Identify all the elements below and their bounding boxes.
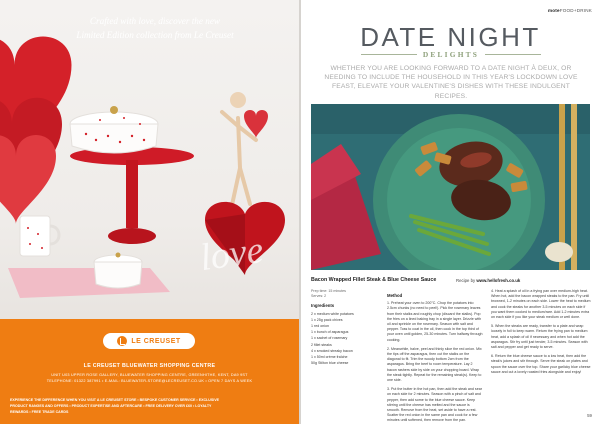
method-heading: Method: [387, 293, 403, 298]
small-pot: [94, 262, 142, 288]
divider: [485, 54, 541, 55]
brand-mark-icon: [117, 336, 127, 346]
subtitle-row: [361, 49, 541, 59]
ingredient-item: 1 x sachet of rosemary: [311, 336, 348, 341]
credit-link[interactable]: www.hellofresh.co.uk: [476, 277, 521, 283]
ingredient-item: 2 fillet steaks: [311, 342, 332, 347]
advert-photo: [0, 0, 299, 319]
method-step: 5. When the steaks are ready, transfer to a plate and wrap loosely in foil to keep warm. Return the frying pan to medium heat, add a splash of oil if necessary and when hot add the asparagus. Stir fry until just tender, 3-5 minutes. Season with salt and pepper and get ready to serve.: [491, 324, 588, 350]
cake-stand-base: [108, 228, 156, 244]
casserole-body: [70, 124, 158, 153]
ingredients-list: [311, 312, 379, 367]
casserole-knob: [110, 106, 118, 114]
method-step: 2. Meanwhile, halve, peel and thinly slice the red onion. Mix the tips off the asparagus, then cut the stalks on the diagonal to fit. Trim the woody bottom 2cm from the asparagus. Bring the beef to room temperature. Lay 2 bacon rashers side by side on your chopping board. Wrap the steak tightly. Repeat for the remaining steak(s). Keep to one side.: [387, 346, 482, 383]
tagline-line: Limited Edition collection from Le Creuset: [76, 30, 234, 40]
method-step: 4. Heat a splash of oil in a frying pan over medium-high heat. When hot, add the bacon wrapped steaks to the pan. Fry until browned, 1-2 minutes on each side. Lower the heat to medium and cook the steaks for another 3-5 minutes on each side if you want them cooked to medium/rare. Add 1-2 minutes extra on each side if you like your steak medium or well done.: [491, 289, 591, 320]
ingredients-heading: Ingredients: [311, 303, 335, 309]
tagline-line: Crafted with love, discover the new: [89, 16, 221, 26]
cake-stand-stem: [126, 160, 138, 228]
page-number: 59: [587, 413, 592, 418]
method-step: 1. Preheat your oven to 200°C. Chop the potatoes into 2.5cm chunks (no need to peel!). Pick the rosemary leaves from their stalks and roughly chop (discard the stalks). Pop the fries on a lined baking tray in a single layer. Drizzle with oil and sprinkle on the rosemary. Season with salt and pepper. Toss to coat in the oil, then cook in the top third of your oven until golden, 25-30 minutes. Turn halfway through cooking.: [387, 301, 483, 342]
credit-prefix: Recipe by: [456, 277, 476, 283]
method-step: 3. Put the butter in the hot pan, then add the steak and sear on each side for 2 minutes. Season with a pinch of salt and pepper, then add some to the blue cheese sauce. Keep stirring until the cheese has melted and the sauce is smooth. Remove from the heat, set aside to have a rest. Scatter the red onion in the same pan and cook for a few minutes until softened, then remove from the pan.: [387, 387, 482, 423]
advert-tagline: [40, 14, 270, 42]
method-step: 6. Return the blue cheese sauce to a low heat, then add the steak's juices and stir through. Serve the steak on plates and spoon the sauce over the top. Share your garlicky blue cheese sauce and cut a lovely roasted fries alongside and enjoy!: [491, 354, 591, 374]
ingredient-item: 4 x smoked streaky bacon: [311, 348, 353, 353]
pink-platter: [8, 268, 170, 298]
store-contact: TELEPHONE: 01322 387991 • E-MAIL: BLUEWATER-STORE@LECREUSET.CO.UK • OPEN 7 DAYS A WEEK: [46, 379, 253, 383]
method-steps: [491, 289, 591, 375]
advert-page: [0, 0, 299, 424]
steak-dish-photo: [311, 104, 590, 270]
ingredient-item: 1 x 25g pack chives: [311, 317, 343, 322]
store-address: UNIT U03 UPPER ROSE GALLERY, BLUEWATER SHOPPING CENTRE, GREENHITHE, KENT, DA9 9ST: [51, 373, 248, 377]
recipe-title: Bacon Wrapped Fillet Steak & Blue Cheese Sauce: [311, 277, 437, 283]
logo-text: LE CREUSET: [131, 337, 181, 345]
mannequin-head: [230, 92, 246, 108]
serves: Serves: 2: [311, 294, 327, 299]
heart-mug: [20, 216, 50, 256]
ingredients-column: [311, 289, 379, 367]
recipe-credit: [456, 278, 520, 283]
magazine-brand: mote: [547, 8, 560, 13]
store-name: LE CREUSET BLUEWATER SHOPPING CENTRE: [83, 363, 216, 369]
article-page: [301, 0, 600, 424]
store-benefits: EXPERIENCE THE DIFFERENCE WHEN YOU VISIT A LE CREUSET STORE • BESPOKE CUSTOMER SERVICE • EXCLUSIVE PRODUCT RANGES AND OFFERS • PRODUCT EXPERTISE AND AFTERCARE • FREE DELIVERY OVER £60 • LOYALTY REWARDS • FREE TRADE CARDS: [10, 398, 220, 414]
method-steps: [387, 301, 483, 423]
section-name: FOOD+DRINK: [559, 8, 592, 13]
article-subtitle: DELIGHTS: [422, 49, 480, 59]
ingredient-item: 1 x bunch of asparagus: [311, 330, 349, 335]
ingredient-item: 1 red onion: [311, 324, 329, 329]
heart-balloon: [0, 135, 56, 224]
prep-time: Prep time: 15 minutes: [311, 289, 346, 293]
ingredient-item: 2 x medium white potatoes: [311, 311, 354, 316]
divider: [361, 54, 417, 55]
ingredient-item: 1 x 50ml crème fraîche: [311, 355, 348, 360]
section-tag: [548, 8, 592, 13]
store-info-panel: [0, 319, 299, 424]
article-intro: WHETHER YOU ARE LOOKING FORWARD TO A DATE NIGHT À DEUX, OR NEEDING TO INCLUDE THE HOUSEHOLD IN THIS YEAR'S LOCKDOWN LOVE FEAST, ELEVATE YOUR VALENTINE'S DISHES WITH THESE INDULGENT RECIPES.: [324, 65, 578, 100]
le-creuset-logo[interactable]: [103, 333, 195, 349]
neon-love-sign: love: [197, 228, 266, 280]
ingredient-item: 50g Stilton blue cheese: [311, 361, 349, 366]
method-column-1: [387, 289, 483, 424]
method-column-2: [491, 289, 591, 379]
article-title: DATE NIGHT: [360, 22, 541, 52]
